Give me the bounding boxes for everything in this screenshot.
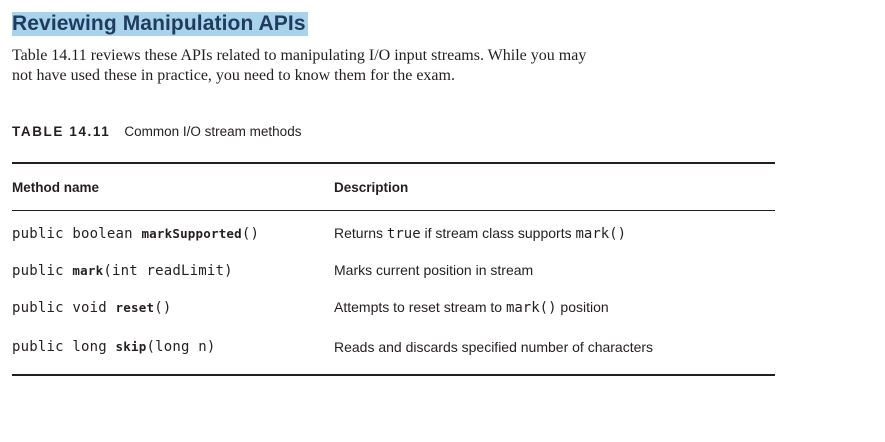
- method-cell: public boolean markSupported(): [12, 225, 260, 242]
- table-row: [12, 252, 775, 289]
- intro-line-1: Table 14.11 reviews these APIs related to manipulating I/O input streams. While you may: [12, 47, 587, 64]
- method-cell: public mark(int readLimit): [12, 262, 233, 279]
- method-name: mark: [72, 262, 104, 278]
- method-name: reset: [115, 299, 155, 315]
- method-cell: public void reset(): [12, 299, 172, 316]
- description-cell: Returns true if stream class supports mark(): [334, 225, 627, 242]
- table-row: [12, 211, 775, 253]
- table-caption-text: Common I/O stream methods: [124, 124, 302, 139]
- table-header-row: [12, 163, 775, 211]
- description-cell: Attempts to reset stream to mark() position: [334, 299, 609, 316]
- method-cell: public long skip(long n): [12, 339, 216, 355]
- table-caption: [12, 124, 775, 140]
- header-description: Description: [334, 163, 775, 211]
- table-row: [12, 289, 775, 326]
- description-cell: Marks current position in stream: [334, 262, 534, 278]
- method-name: skip: [115, 339, 147, 354]
- intro-line-2: not have used these in practice, you need to know them for the exam.: [12, 67, 455, 84]
- document-page: [12, 0, 775, 376]
- header-method-name: Method name: [12, 163, 334, 211]
- description-cell: Reads and discards specified number of characters: [334, 338, 654, 355]
- section-heading: Reviewing Manipulation APIs: [12, 12, 306, 35]
- intro-paragraph: [12, 46, 772, 86]
- table-label: TABLE 14.11: [12, 124, 111, 139]
- table-row: [12, 326, 775, 375]
- method-name: markSupported: [141, 225, 242, 241]
- methods-table: [12, 162, 775, 376]
